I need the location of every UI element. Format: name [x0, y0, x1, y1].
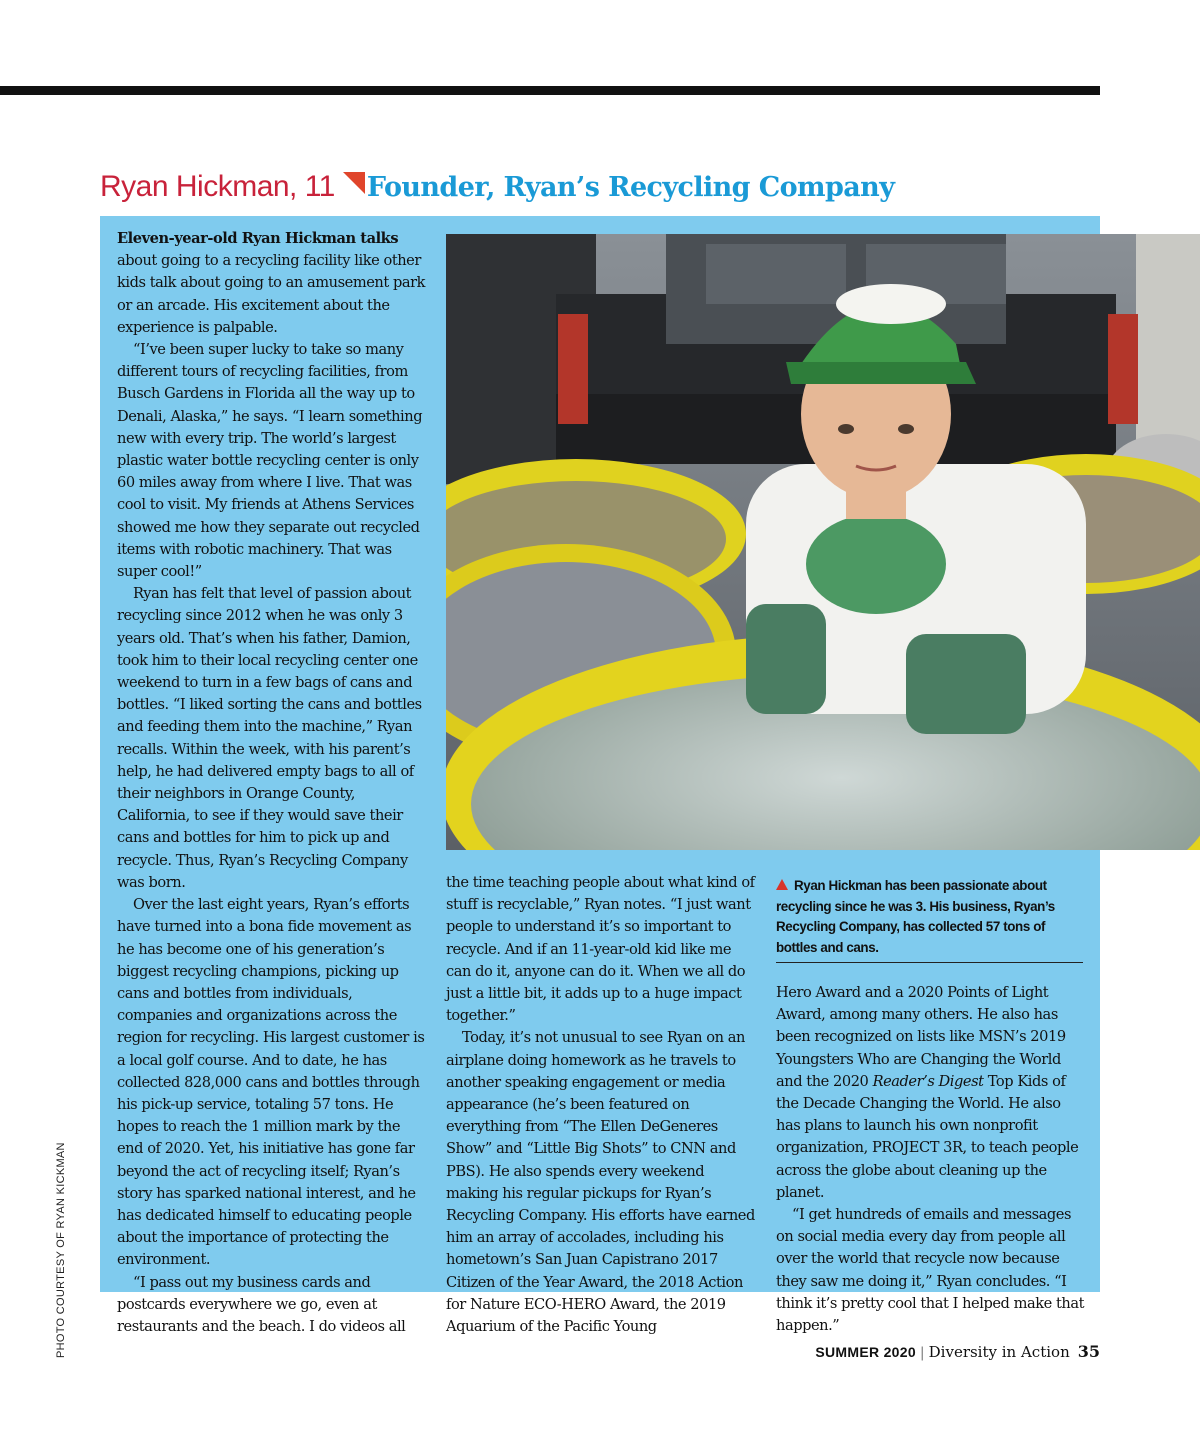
article-column-1 — [117, 228, 427, 1338]
ryan-photo — [446, 234, 1200, 850]
top-rule — [0, 86, 1100, 95]
paragraph-intro — [117, 228, 427, 339]
page-number: 35 — [1077, 1342, 1100, 1361]
photo-caption — [776, 876, 1081, 958]
magazine-name: Diversity in Action — [928, 1343, 1070, 1361]
caption-divider — [776, 962, 1083, 963]
readers-digest-title: Reader’s Digest — [872, 1072, 984, 1090]
headline — [100, 170, 894, 204]
paragraph-origin: Ryan has felt that level of passion about recycling since 2012 when he was only 3 years old. That’s when his father, Damion, took him to their local recycling center one weekend to turn in a few bags of cans and bottles. “I liked sorting the cans and bottles and feeding them into the machine,” Ryan recalls. Within the week, with his parent’s help, he had delivered empty bags to all of their neighbors in Orange County, California, to see if they would save their cans and bottles for him to pick up and recycle. Thus, Ryan’s Recycling Company was born. — [117, 585, 422, 891]
paragraph-today: Today, it’s not unusual to see Ryan on an airplane doing homework as he travels to another speaking engagement or media appearance (he’s been featured on everything from “The Ellen DeGeneres Show” and “Little Big Shots” to CNN and PBS). He also spends every weekend making his regular pickups for Ryan’s Recycling Company. His efforts have earned him an array of accolades, including his hometown’s San Juan Capistrano 2017 Citizen of the Year Award, the 2018 Action for Nature ECO-HERO Award, the 2019 Aquarium of the Pacific Young — [446, 1029, 755, 1336]
paragraph-business-cards: “I pass out my business cards and postcards everywhere we go, even at restaurants and the beach. I do videos all — [117, 1273, 406, 1335]
paragraph-movement: Over the last eight years, Ryan’s efforts have turned into a bona fide movement as he has become one of his generation’s biggest recycling champions, picking up cans and bottles from individuals, companies and organizations across the region for recycling. His largest customer is a local golf course. And to date, he has collected 828,000 cans and bottles through his pick-up service, totaling 57 tons. He hopes to reach the 1 million mark by the end of 2020. Yet, his initiative has gone far beyond the act of recycling itself; Ryan’s story has sparked national interest, and he has dedicated himself to educating people about the importance of protecting the environment. — [117, 896, 425, 1269]
red-triangle-icon — [776, 879, 788, 890]
issue-season: SUMMER 2020 — [815, 1344, 916, 1360]
paragraph-awards-part-a: Hero Award and a 2020 Points of Light Award, among many others. He also has been recognized on lists like MSN’s 2019 Youngsters Who are Changing the World and the 2020 — [776, 984, 1066, 1090]
paragraph-awards-part-b: Top Kids of the Decade Changing the World. He also has plans to launch his own nonprofit organization, PROJECT 3R, to teach people across the globe about cleaning up the planet. — [776, 1072, 1079, 1201]
article-column-3 — [776, 982, 1086, 1337]
paragraph-awards — [776, 982, 1086, 1204]
paragraph-conclusion: “I get hundreds of emails and messages on social media every day from people all over the world that recycle now because they saw me doing it,” Ryan concludes. “I think it’s pretty cool that I helped make that happen.” — [776, 1206, 1085, 1335]
photo-credit: PHOTO COURTESY OF RYAN KICKMAN — [55, 1142, 67, 1358]
paragraph-business-cards-cont: the time teaching people about what kind of stuff is recyclable,” Ryan notes. “I just want people to understand it’s so important to recycle. And if an 11-year-old kid like me can do it, anyone can do it. When we all do just a little bit, it adds up to a huge impact together.” — [446, 874, 755, 1025]
headline-name: Ryan Hickman, 11 — [100, 170, 335, 203]
lead-in: Eleven-year-old Ryan Hickman talks — [117, 230, 399, 247]
paragraph-quote-tours: “I’ve been super lucky to take so many different tours of recycling facilities, from Busch Gardens in Florida all the way up to Denali, Alaska,” he says. “I learn something new with every trip. The world’s largest plastic water bottle recycling center is only 60 miles away from where I live. That was cool to visit. My friends at Athens Services showed me how they separate out recycled items with robotic machinery. That was super cool!” — [117, 341, 423, 581]
article-column-2 — [446, 872, 756, 1338]
page-footer — [815, 1342, 1100, 1362]
photo-caption-text: Ryan Hickman has been passionate about recycling since he was 3. His business, Ryan’s Recycling Company, has collected 57 tons of bottles and cans. — [776, 878, 1055, 955]
paragraph-intro-rest: about going to a recycling facility like other kids talk about going to an amusement park or an arcade. His excitement about the experience is palpable. — [117, 252, 426, 336]
headline-role: Founder, Ryan’s Recycling Company — [366, 172, 895, 203]
footer-separator: | — [919, 1345, 925, 1361]
corner-arrow-icon — [343, 172, 365, 194]
